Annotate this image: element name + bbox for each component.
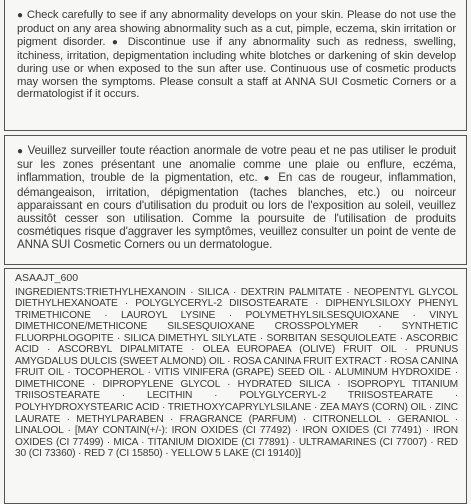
warning-en-part2: Discontinue use if any abnormality such as redness, swelling, itchiness, irritation, depigmentation including white blotches or darkening of skin develop during use or when exposed to the sun after use. Continuous use of cosmetic products may worsen the symptoms. Please consult a staff at ANNA SUI Cosmetic Corners or a dermatologist if it occurs.: [17, 35, 456, 101]
warning-en-part1: Check carefully to see if any abnormality develops on your skin. Please do not use the product on any area showing abnormality such as a cut, pimple, eczema, skin irritation or pigment disorder.: [17, 9, 456, 48]
product-code: ASAAJT_600: [15, 272, 79, 284]
bullet-icon: ●: [111, 36, 122, 48]
warning-fr-part1: Veuillez surveiller toute réaction anormale de votre peau et ne pas utiliser le produit sur les zones présentant une anomalie comme une plaie ou enflure, eczéma, inflammation, trouble de la pigmentation, etc.: [17, 144, 456, 185]
ingredients-box: [4, 268, 467, 504]
bullet-icon: ●: [17, 10, 24, 21]
warning-text-french: [17, 144, 456, 252]
warning-text-english: [17, 9, 456, 101]
warning-box-french: [4, 135, 467, 265]
bullet-icon: ●: [263, 173, 273, 185]
warning-fr-part2: En cas de rougeur, inflammation, démangeaison, irritation, dépigmentation (taches blanches, etc.) ou noirceur apparaissant en cours d'utilisation du produit ou lors de l'exposition au soleil, veuillez aussitôt cesser son utilisation. Comme la poursuite de l'utilisation de produits cosmétiques risque d'aggraver les symptômes, veuillez consulter un point de vente de ANNA SUI Cosmetic Corners ou un dermatologue.: [17, 171, 457, 252]
bullet-icon: ●: [17, 146, 24, 157]
ingredients-list: INGREDIENTS:TRIETHYLHEXANOIN · SILICA · DEXTRIN PALMITATE · NEOPENTYL GLYCOL DIETHYLHEXANOATE · POLYGLYCERYL-2 DIISOSTEARATE · DIPHENYLSILOXY PHENYL TRIMETHICONE · LAUROYL LYSINE · POLYMETHYLSILSESQUIOXANE · VINYL DIMETHICONE/METHICONE SILSESQUIOXANE CROSSPOLYMER · SYNTHETIC FLUORPHLOGOPITE · SILICA DIMETHYL SILYLATE · SORBITAN SESQUIOLEATE · ASCORBIC ACID · ASCORBYL DIPALMITATE · OLEA EUROPAEA (OLIVE) FRUIT OIL · PRUNUS AMYGDALUS DULCIS (SWEET ALMOND) OIL · ROSA CANINA FRUIT EXTRACT · ROSA CANINA FRUIT OIL · TOCOPHEROL · VITIS VINIFERA (GRAPE) SEED OIL · ALUMINUM HYDROXIDE · DIMETHICONE · DIPROPYLENE GLYCOL · HYDRATED SILICA · ISOPROPYL TITANIUM TRIISOSTEARATE · LECITHIN · POLYGLYCERYL-2 TRIISOSTEARATE · POLYHYDROXYSTEARIC ACID · TRIETHOXYCAPRYLYLSILANE · ZEA MAYS (CORN) OIL · ZINC LAURATE · METHYLPARABEN · FRAGRANCE (PARFUM) · CITRONELLOL · GERANIOL · LINALOOL · [MAY CONTAIN(+/-): IRON OXIDES (CI 77492) · IRON OXIDES (CI 77491) · IRON OXIDES (CI 77499) · MICA · TITANIUM DIOXIDE (CI 77891) · ULTRAMARINES (CI 77007) · RED 30 (CI 73360) · RED 7 (CI 15850) · YELLOW 5 LAKE (CI 19140)]: [15, 286, 458, 460]
warning-box-english: [4, 0, 467, 131]
